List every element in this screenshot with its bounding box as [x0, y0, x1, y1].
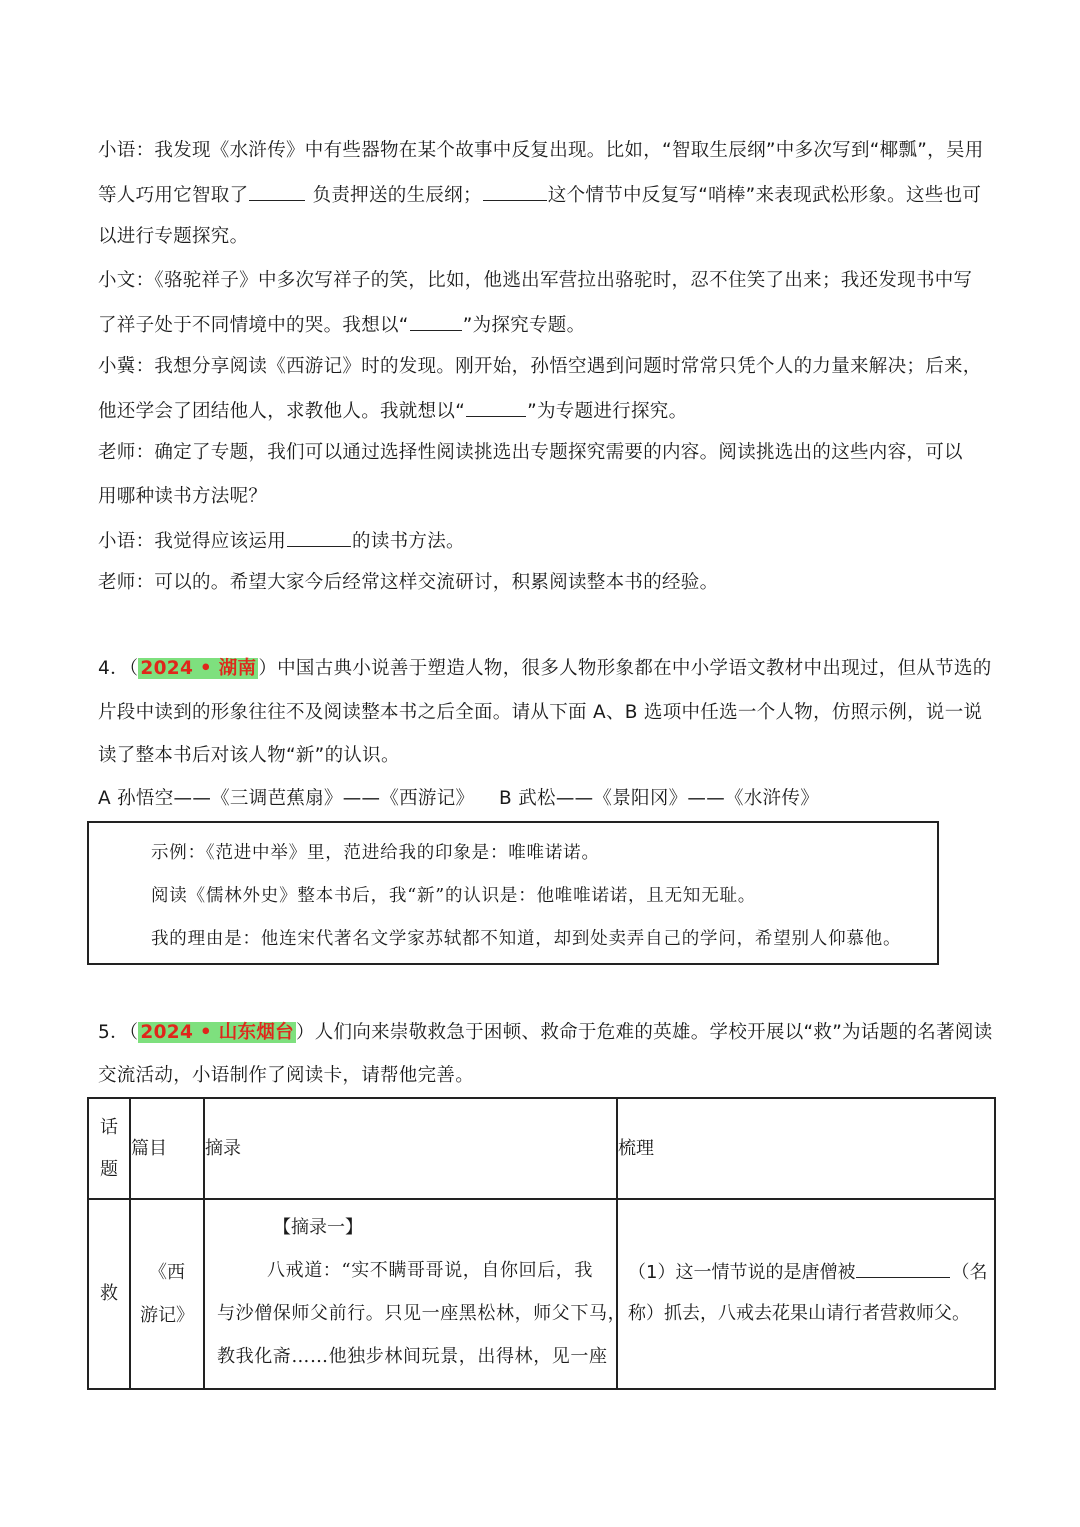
header-chapter: 篇目	[130, 1098, 204, 1199]
dialogue-line-7: 他还学会了团结他人，求教他人。我就想以“ ”为专题进行探究。	[98, 398, 988, 424]
cell-chapter: 《西 游记》	[130, 1199, 204, 1389]
answer-blank[interactable]	[856, 1259, 950, 1278]
cell-excerpt: 【摘录一】 八戒道：“实不瞒哥哥说，自你回后，我 与沙僧保师父前行。只见一座黑松林，师父下马， 教我化斋……他独步林间玩景，出得林，见一座	[204, 1199, 617, 1389]
dialogue-line-3: 以进行专题探究。	[98, 226, 249, 247]
dialogue-line-2: 等人巧用它智取了 负责押送的生辰纲； 这个情节中反复写“哨棒”来表现武松形象。这些也可	[98, 182, 988, 208]
q4-example-line-3: 我的理由是：他连宋代著名文学家苏轼都不知道，却到处卖弄自己的学问，希望别人仰慕他。	[151, 929, 902, 949]
q4-stem-line-1: 4．（ 2024 • 湖南 ）中国古典小说善于塑造人物，很多人物形象都在中小学语文教材中出现过，但从节选的	[98, 658, 992, 679]
q4-example-line-2: 阅读《儒林外史》整本书后，我“新”的认识是：他唯唯诺诺，且无知无耻。	[151, 886, 757, 906]
header-sort: 梳理	[617, 1098, 995, 1199]
cell-topic: 救	[88, 1199, 130, 1389]
dialogue-line-5: 了祥子处于不同情境中的哭。我想以“ ”为探究专题。	[98, 312, 988, 338]
dialogue-line-9: 用哪种读书方法呢？	[98, 486, 268, 507]
dialogue-line-8: 老师：确定了专题，我们可以通过选择性阅读挑选出专题探究需要的内容。阅读挑选出的这些内容，可以	[98, 442, 963, 463]
dialogue-line-1: 小语：我发现《水浒传》中有些器物在某个故事中反复出现。比如，“智取生辰纲”中多次写到“椰瓢”，吴用	[98, 140, 984, 161]
q4-example-line-1: 示例：《范进中举》里，范进给我的印象是：唯唯诺诺。	[151, 843, 600, 863]
table-row	[88, 1199, 995, 1389]
answer-blank[interactable]	[466, 398, 526, 417]
answer-blank[interactable]	[249, 182, 305, 201]
dialogue-line-4: 小文：《骆驼祥子》中多次写祥子的笑，比如，他逃出军营拉出骆驼时，忍不住笑了出来；我还发现书中写	[98, 270, 973, 291]
header-topic: 话 题	[88, 1098, 130, 1199]
answer-blank[interactable]	[410, 312, 462, 331]
dialogue-line-10: 小语：我觉得应该运用 的读书方法。	[98, 528, 988, 554]
answer-blank[interactable]	[483, 182, 547, 201]
q4-options: A 孙悟空——《三调芭蕉扇》——《西游记》 B 武松——《景阳冈》——《水浒传》	[98, 788, 820, 809]
dialogue-line-11: 老师：可以的。希望大家今后经常这样交流研讨，积累阅读整本书的经验。	[98, 572, 719, 593]
q4-source-tag: 2024 • 湖南	[140, 658, 257, 679]
q5-stem-line-2: 交流活动，小语制作了阅读卡，请帮他完善。	[98, 1065, 475, 1086]
reading-card-table	[87, 1097, 996, 1390]
q4-example-box	[87, 821, 939, 965]
q5-source-tag: 2024 • 山东烟台	[140, 1022, 294, 1043]
q4-stem-line-2: 片段中读到的形象往往不及阅读整本书之后全面。请从下面 A、B 选项中任选一个人物，仿照示例，说一说	[98, 702, 983, 723]
cell-sort: （1）这一情节说的是唐僧被 （名 称）抓去，八戒去花果山请行者营救师父。	[617, 1199, 995, 1389]
dialogue-line-6: 小冀：我想分享阅读《西游记》时的发现。刚开始，孙悟空遇到问题时常常只凭个人的力量来解决；后来，	[98, 356, 982, 377]
q4-stem-line-3: 读了整本书后对该人物“新”的认识。	[98, 745, 400, 766]
q5-stem-line-1: 5．（ 2024 • 山东烟台 ）人们向来崇敬救急于困顿、救命于危难的英雄。学校开展以“救”为话题的名著阅读	[98, 1022, 993, 1043]
answer-blank[interactable]	[287, 528, 351, 547]
table-header-row	[88, 1098, 995, 1199]
header-excerpt: 摘录	[204, 1098, 617, 1199]
